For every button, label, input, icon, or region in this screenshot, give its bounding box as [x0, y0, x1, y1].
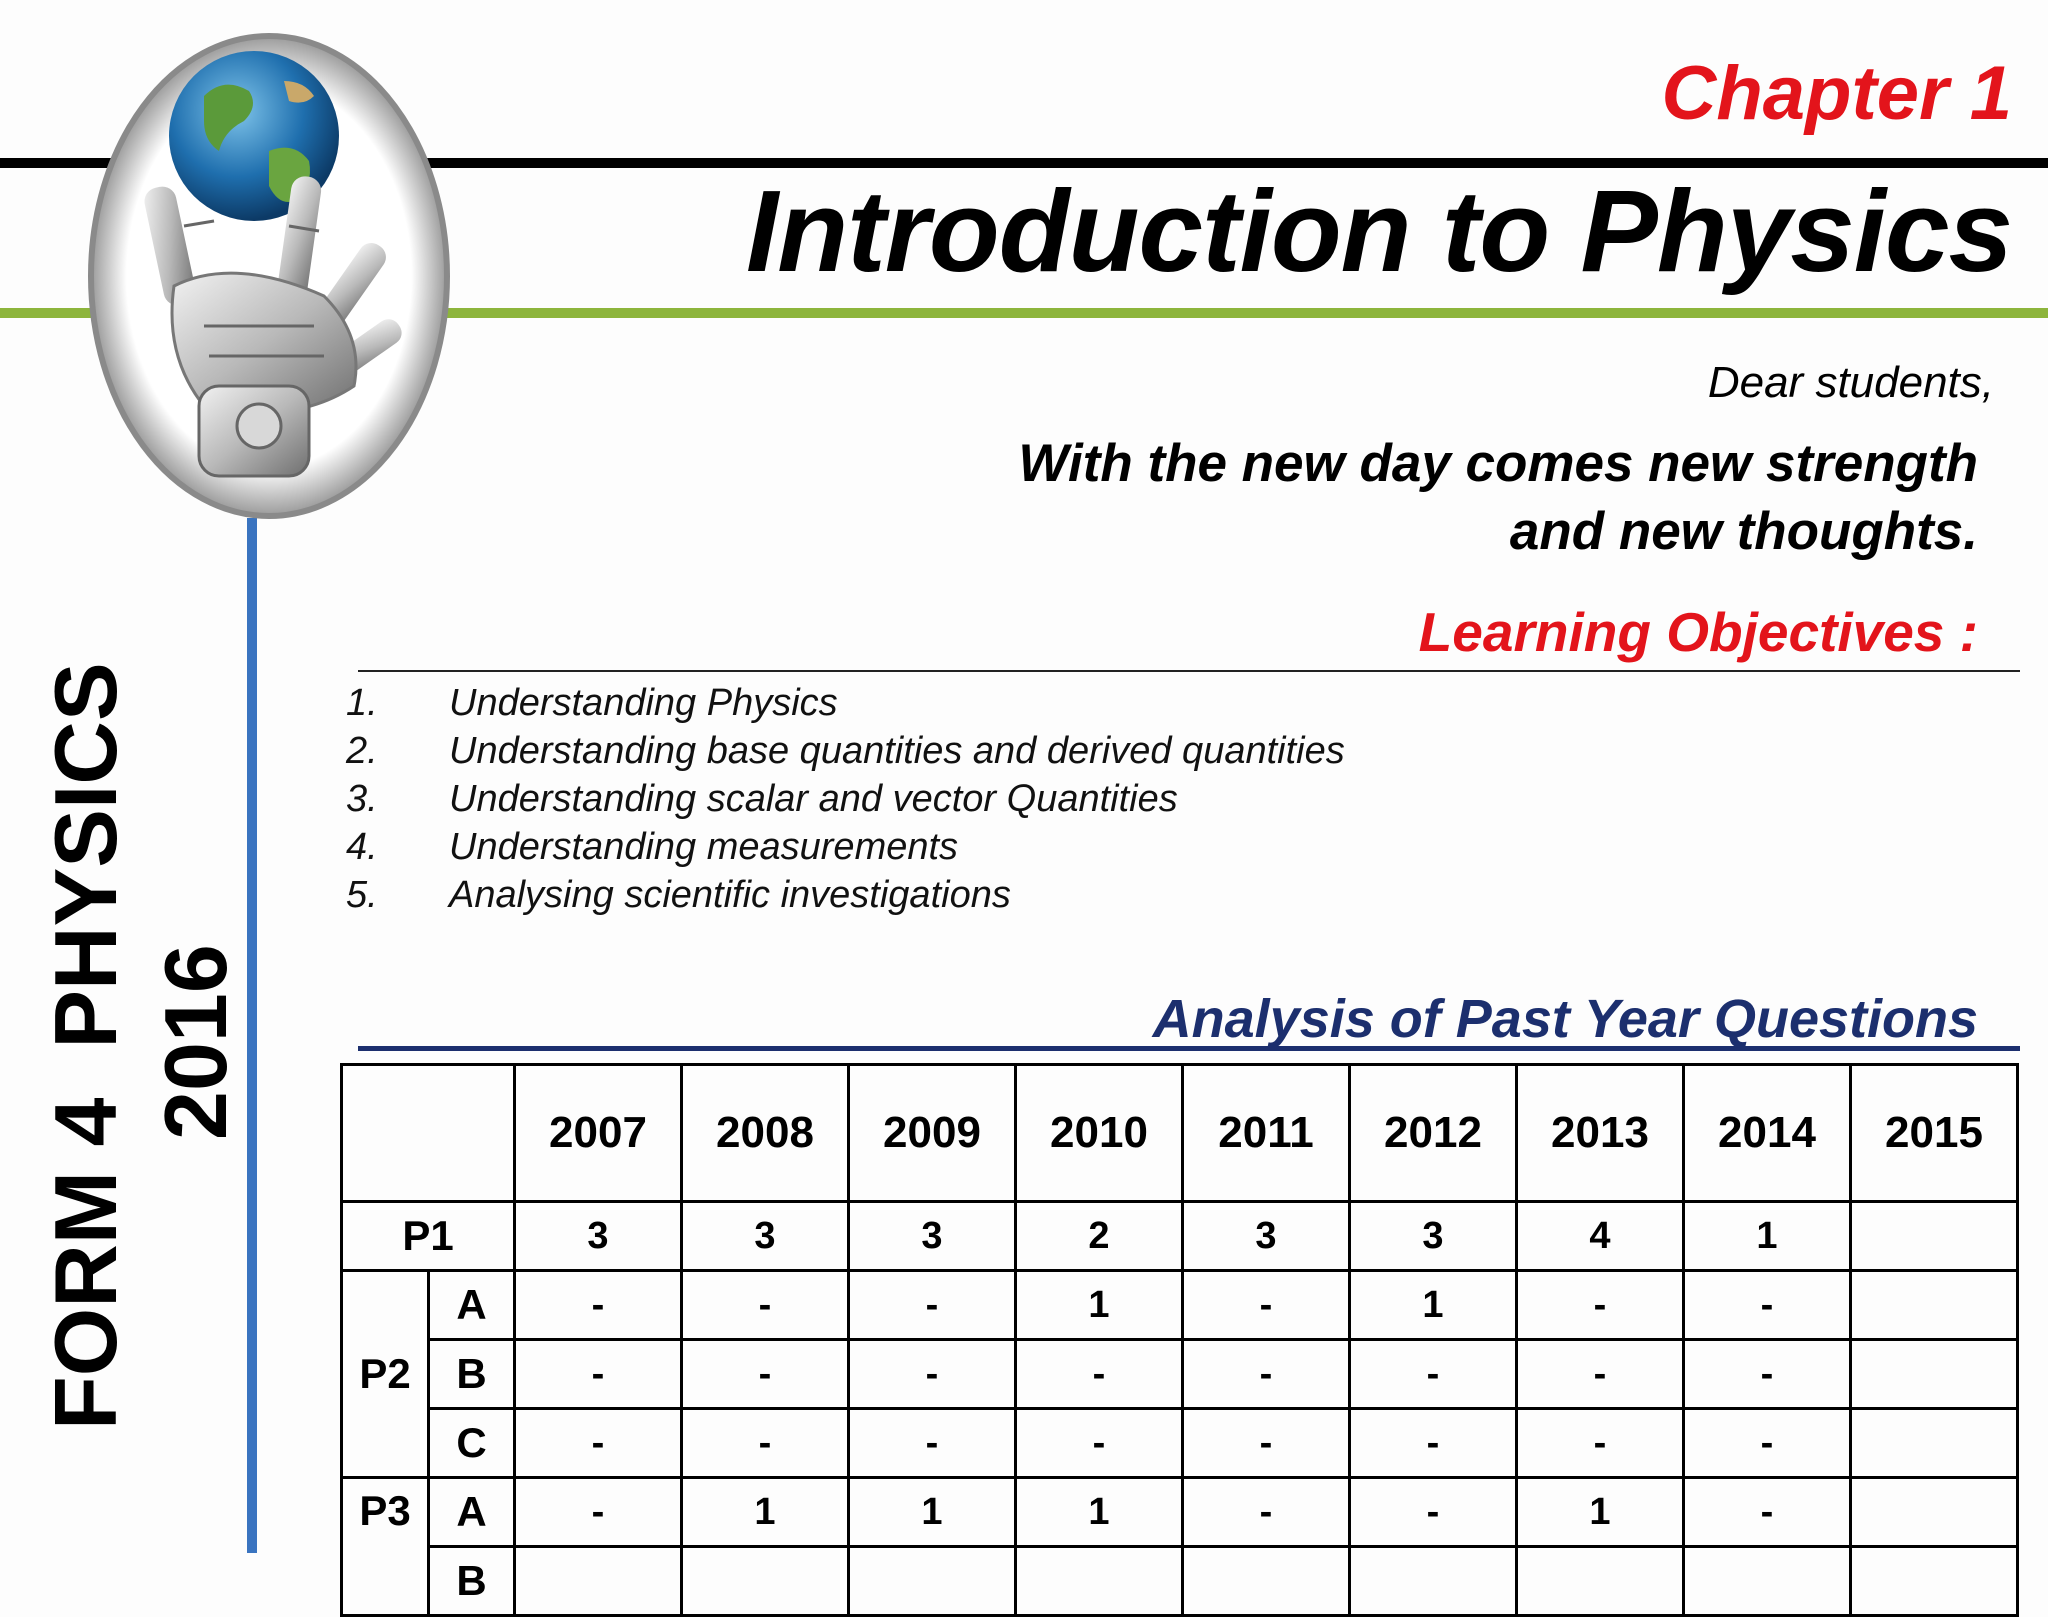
table-cell: 3	[515, 1202, 682, 1271]
analysis-heading: Analysis of Past Year Questions	[1152, 989, 1978, 1049]
year-header: 2010	[1016, 1065, 1183, 1202]
analysis-table-viewport	[330, 1055, 2030, 1604]
table-cell: -	[515, 1409, 682, 1478]
section-label: A	[429, 1271, 515, 1340]
robotic-hand-holding-globe-icon	[84, 26, 454, 526]
side-label-year: 2016	[146, 944, 245, 1140]
year-header: 2011	[1183, 1065, 1350, 1202]
table-cell	[1851, 1409, 2018, 1478]
objective-text: Understanding scalar and vector Quantities	[449, 778, 1178, 820]
objective-number: 4.	[346, 826, 378, 868]
year-header: 2009	[849, 1065, 1016, 1202]
learning-objectives-list	[346, 682, 1345, 922]
table-cell: 1	[682, 1478, 849, 1547]
table-cell: -	[849, 1271, 1016, 1340]
year-header: 2015	[1851, 1065, 2018, 1202]
objective-item	[346, 826, 1345, 874]
table-cell: -	[1016, 1340, 1183, 1409]
table-cell: -	[1684, 1478, 1851, 1547]
table-cell: 3	[682, 1202, 849, 1271]
table-cell: -	[1016, 1409, 1183, 1478]
table-cell: 3	[849, 1202, 1016, 1271]
objective-item	[346, 682, 1345, 730]
table-row	[342, 1340, 2018, 1409]
table-cell	[849, 1547, 1016, 1616]
objective-item	[346, 778, 1345, 826]
table-cell: -	[1684, 1340, 1851, 1409]
year-header: 2012	[1350, 1065, 1517, 1202]
objectives-divider	[358, 670, 2020, 672]
table-cell: -	[515, 1478, 682, 1547]
table-cell	[515, 1547, 682, 1616]
objective-text: Understanding base quantities and derived quantities	[449, 730, 1345, 772]
year-header: 2013	[1517, 1065, 1684, 1202]
table-cell: -	[1517, 1409, 1684, 1478]
motivational-quote: With the new day comes new strength and new thoughts.	[1018, 434, 1978, 561]
year-header: 2007	[515, 1065, 682, 1202]
section-label: B	[429, 1547, 515, 1616]
year-header: 2008	[682, 1065, 849, 1202]
table-cell: 1	[1016, 1271, 1183, 1340]
table-cell: -	[1183, 1478, 1350, 1547]
objective-number: 3.	[346, 778, 378, 820]
objective-number: 5.	[346, 874, 378, 916]
table-cell: -	[1684, 1409, 1851, 1478]
past-year-questions-table	[340, 1063, 2019, 1617]
table-cell	[1851, 1202, 2018, 1271]
table-cell	[1517, 1547, 1684, 1616]
table-cell	[1684, 1547, 1851, 1616]
table-cell	[1851, 1340, 2018, 1409]
table-cell	[682, 1547, 849, 1616]
table-cell	[1851, 1271, 2018, 1340]
table-cell: -	[1183, 1409, 1350, 1478]
table-cell: -	[1517, 1340, 1684, 1409]
side-label	[20, 640, 245, 1450]
table-row	[342, 1547, 2018, 1616]
objective-item	[346, 730, 1345, 778]
objective-number: 2.	[346, 730, 378, 772]
year-header: 2014	[1684, 1065, 1851, 1202]
greeting-text: Dear students,	[1707, 358, 1994, 407]
table-cell: -	[682, 1340, 849, 1409]
section-label: B	[429, 1340, 515, 1409]
paper-label: P3	[342, 1478, 429, 1616]
objective-text: Understanding Physics	[449, 682, 838, 724]
table-cell: 3	[1350, 1202, 1517, 1271]
table-cell: -	[1684, 1271, 1851, 1340]
table-cell: -	[682, 1271, 849, 1340]
table-cell: -	[1350, 1409, 1517, 1478]
objective-text: Analysing scientific investigations	[449, 874, 1011, 916]
table-cell	[1016, 1547, 1183, 1616]
side-blue-rule	[247, 518, 257, 1553]
objective-text: Understanding measurements	[449, 826, 959, 868]
paper-label: P2	[342, 1271, 429, 1478]
table-header-row	[342, 1065, 2018, 1202]
paper-label: P1	[342, 1202, 515, 1271]
table-cell: -	[1183, 1340, 1350, 1409]
table-cell: 1	[1350, 1271, 1517, 1340]
table-cell	[1350, 1547, 1517, 1616]
table-corner-cell	[342, 1065, 515, 1202]
section-label: C	[429, 1409, 515, 1478]
table-cell: 2	[1016, 1202, 1183, 1271]
learning-objectives-heading: Learning Objectives :	[1418, 601, 1978, 663]
table-row	[342, 1409, 2018, 1478]
table-cell: 1	[1016, 1478, 1183, 1547]
table-row	[342, 1271, 2018, 1340]
table-cell: 4	[1517, 1202, 1684, 1271]
section-label: A	[429, 1478, 515, 1547]
table-cell	[1183, 1547, 1350, 1616]
table-cell: -	[1517, 1271, 1684, 1340]
table-cell: 3	[1183, 1202, 1350, 1271]
side-label-course: FORM 4 PHYSICS	[36, 662, 135, 1430]
objective-item	[346, 874, 1345, 922]
table-cell: -	[1183, 1271, 1350, 1340]
table-cell: 1	[849, 1478, 1016, 1547]
table-cell	[1851, 1547, 2018, 1616]
table-cell: -	[849, 1340, 1016, 1409]
table-cell: 1	[1517, 1478, 1684, 1547]
chapter-label: Chapter 1	[1661, 51, 2012, 136]
table-cell	[1851, 1478, 2018, 1547]
table-cell: -	[1350, 1340, 1517, 1409]
table-cell: -	[849, 1409, 1016, 1478]
table-row	[342, 1478, 2018, 1547]
table-row	[342, 1202, 2018, 1271]
table-cell: 1	[1684, 1202, 1851, 1271]
table-cell: -	[682, 1409, 849, 1478]
table-cell: -	[515, 1271, 682, 1340]
page-title: Introduction to Physics	[746, 166, 2012, 296]
table-cell: -	[515, 1340, 682, 1409]
objective-number: 1.	[346, 682, 378, 724]
table-cell: -	[1350, 1478, 1517, 1547]
